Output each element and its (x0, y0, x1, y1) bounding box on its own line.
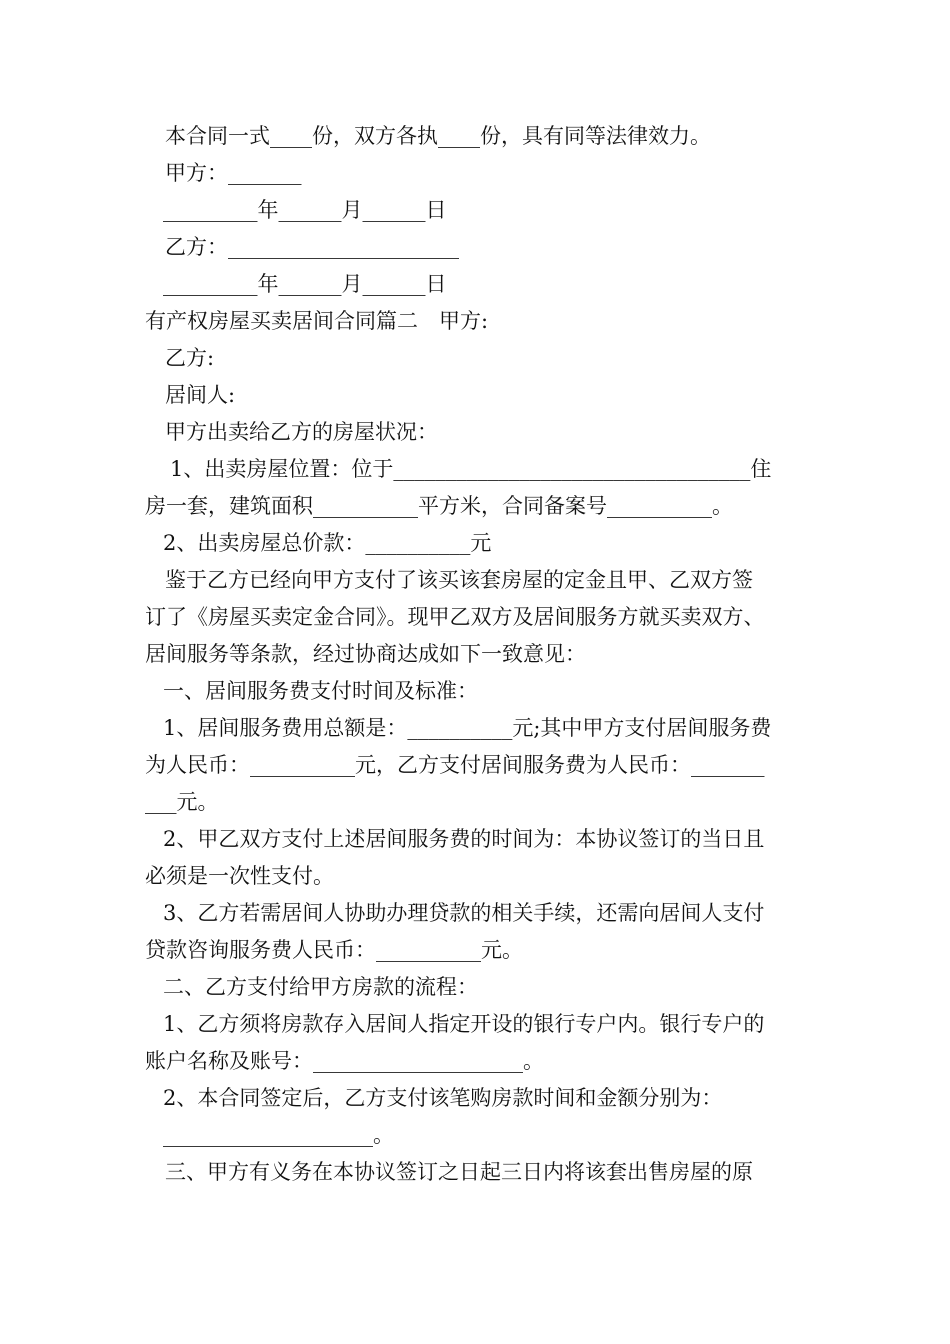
preamble-paragraph: 鉴于乙方已经向甲方支付了该买该套房屋的定金且甲、乙双方签 (165, 568, 753, 592)
article-three-heading: 三、甲方有义务在本协议签订之日起三日内将该套出售房屋的原 (165, 1160, 753, 1184)
party-b-label: 乙方: (165, 346, 215, 370)
payment-time-clause: 2、甲乙双方支付上述居间服务费的时间为：本协议签订的当日且 (163, 827, 765, 851)
payment-time-clause-cont: 必须是一次性支付。 (145, 864, 334, 888)
service-fee-clause-cont: 为人民币：__________元，乙方支付居间服务费为人民币：_______ (145, 753, 765, 777)
copies-clause: 本合同一式____份，双方各执____份，具有同等法律效力。 (165, 124, 711, 148)
party-b-date: _________年______月______日 (163, 272, 447, 296)
intermediary-label: 居间人: (165, 383, 236, 407)
loan-fee-clause: 3、乙方若需居间人协助办理贷款的相关手续，还需向居间人支付 (163, 901, 765, 925)
party-b-signature: 乙方：______________________ (165, 235, 459, 259)
bank-account-clause-cont: 账户名称及账号：____________________。 (145, 1049, 544, 1073)
house-location-clause-cont: 房一套，建筑面积__________平方米，合同备案号__________。 (145, 494, 733, 518)
bank-account-clause: 1、乙方须将房款存入居间人指定开设的银行专户内。银行专户的 (163, 1012, 765, 1036)
section-title: 有产权房屋买卖居间合同篇二 甲方: (145, 309, 489, 333)
preamble-paragraph-cont: 订了《房屋买卖定金合同》。现甲乙双方及居间服务方就买卖双方、 (145, 605, 765, 629)
loan-fee-clause-cont: 贷款咨询服务费人民币：__________元。 (145, 938, 523, 962)
party-a-date: _________年______月______日 (163, 198, 447, 222)
preamble-paragraph-cont: 居间服务等条款，经过协商达成如下一致意见： (145, 642, 586, 666)
article-one-heading: 一、居间服务费支付时间及标准： (163, 679, 478, 703)
house-status-heading: 甲方出卖给乙方的房屋状况： (165, 420, 438, 444)
payment-schedule-clause: 2、本合同签定后，乙方支付该笔购房款时间和金额分别为： (163, 1086, 723, 1110)
total-price-clause: 2、出卖房屋总价款：__________元 (163, 531, 492, 555)
payment-schedule-clause-cont: ____________________。 (163, 1123, 394, 1147)
service-fee-clause: 1、居间服务费用总额是：__________元;其中甲方支付居间服务费 (163, 716, 772, 740)
service-fee-clause-cont: ___元。 (145, 790, 219, 814)
article-two-heading: 二、乙方支付给甲方房款的流程： (163, 975, 478, 999)
house-location-clause: 1、出卖房屋位置：位于__________________________________住 (170, 457, 772, 481)
party-a-signature: 甲方：_______ (165, 161, 302, 185)
